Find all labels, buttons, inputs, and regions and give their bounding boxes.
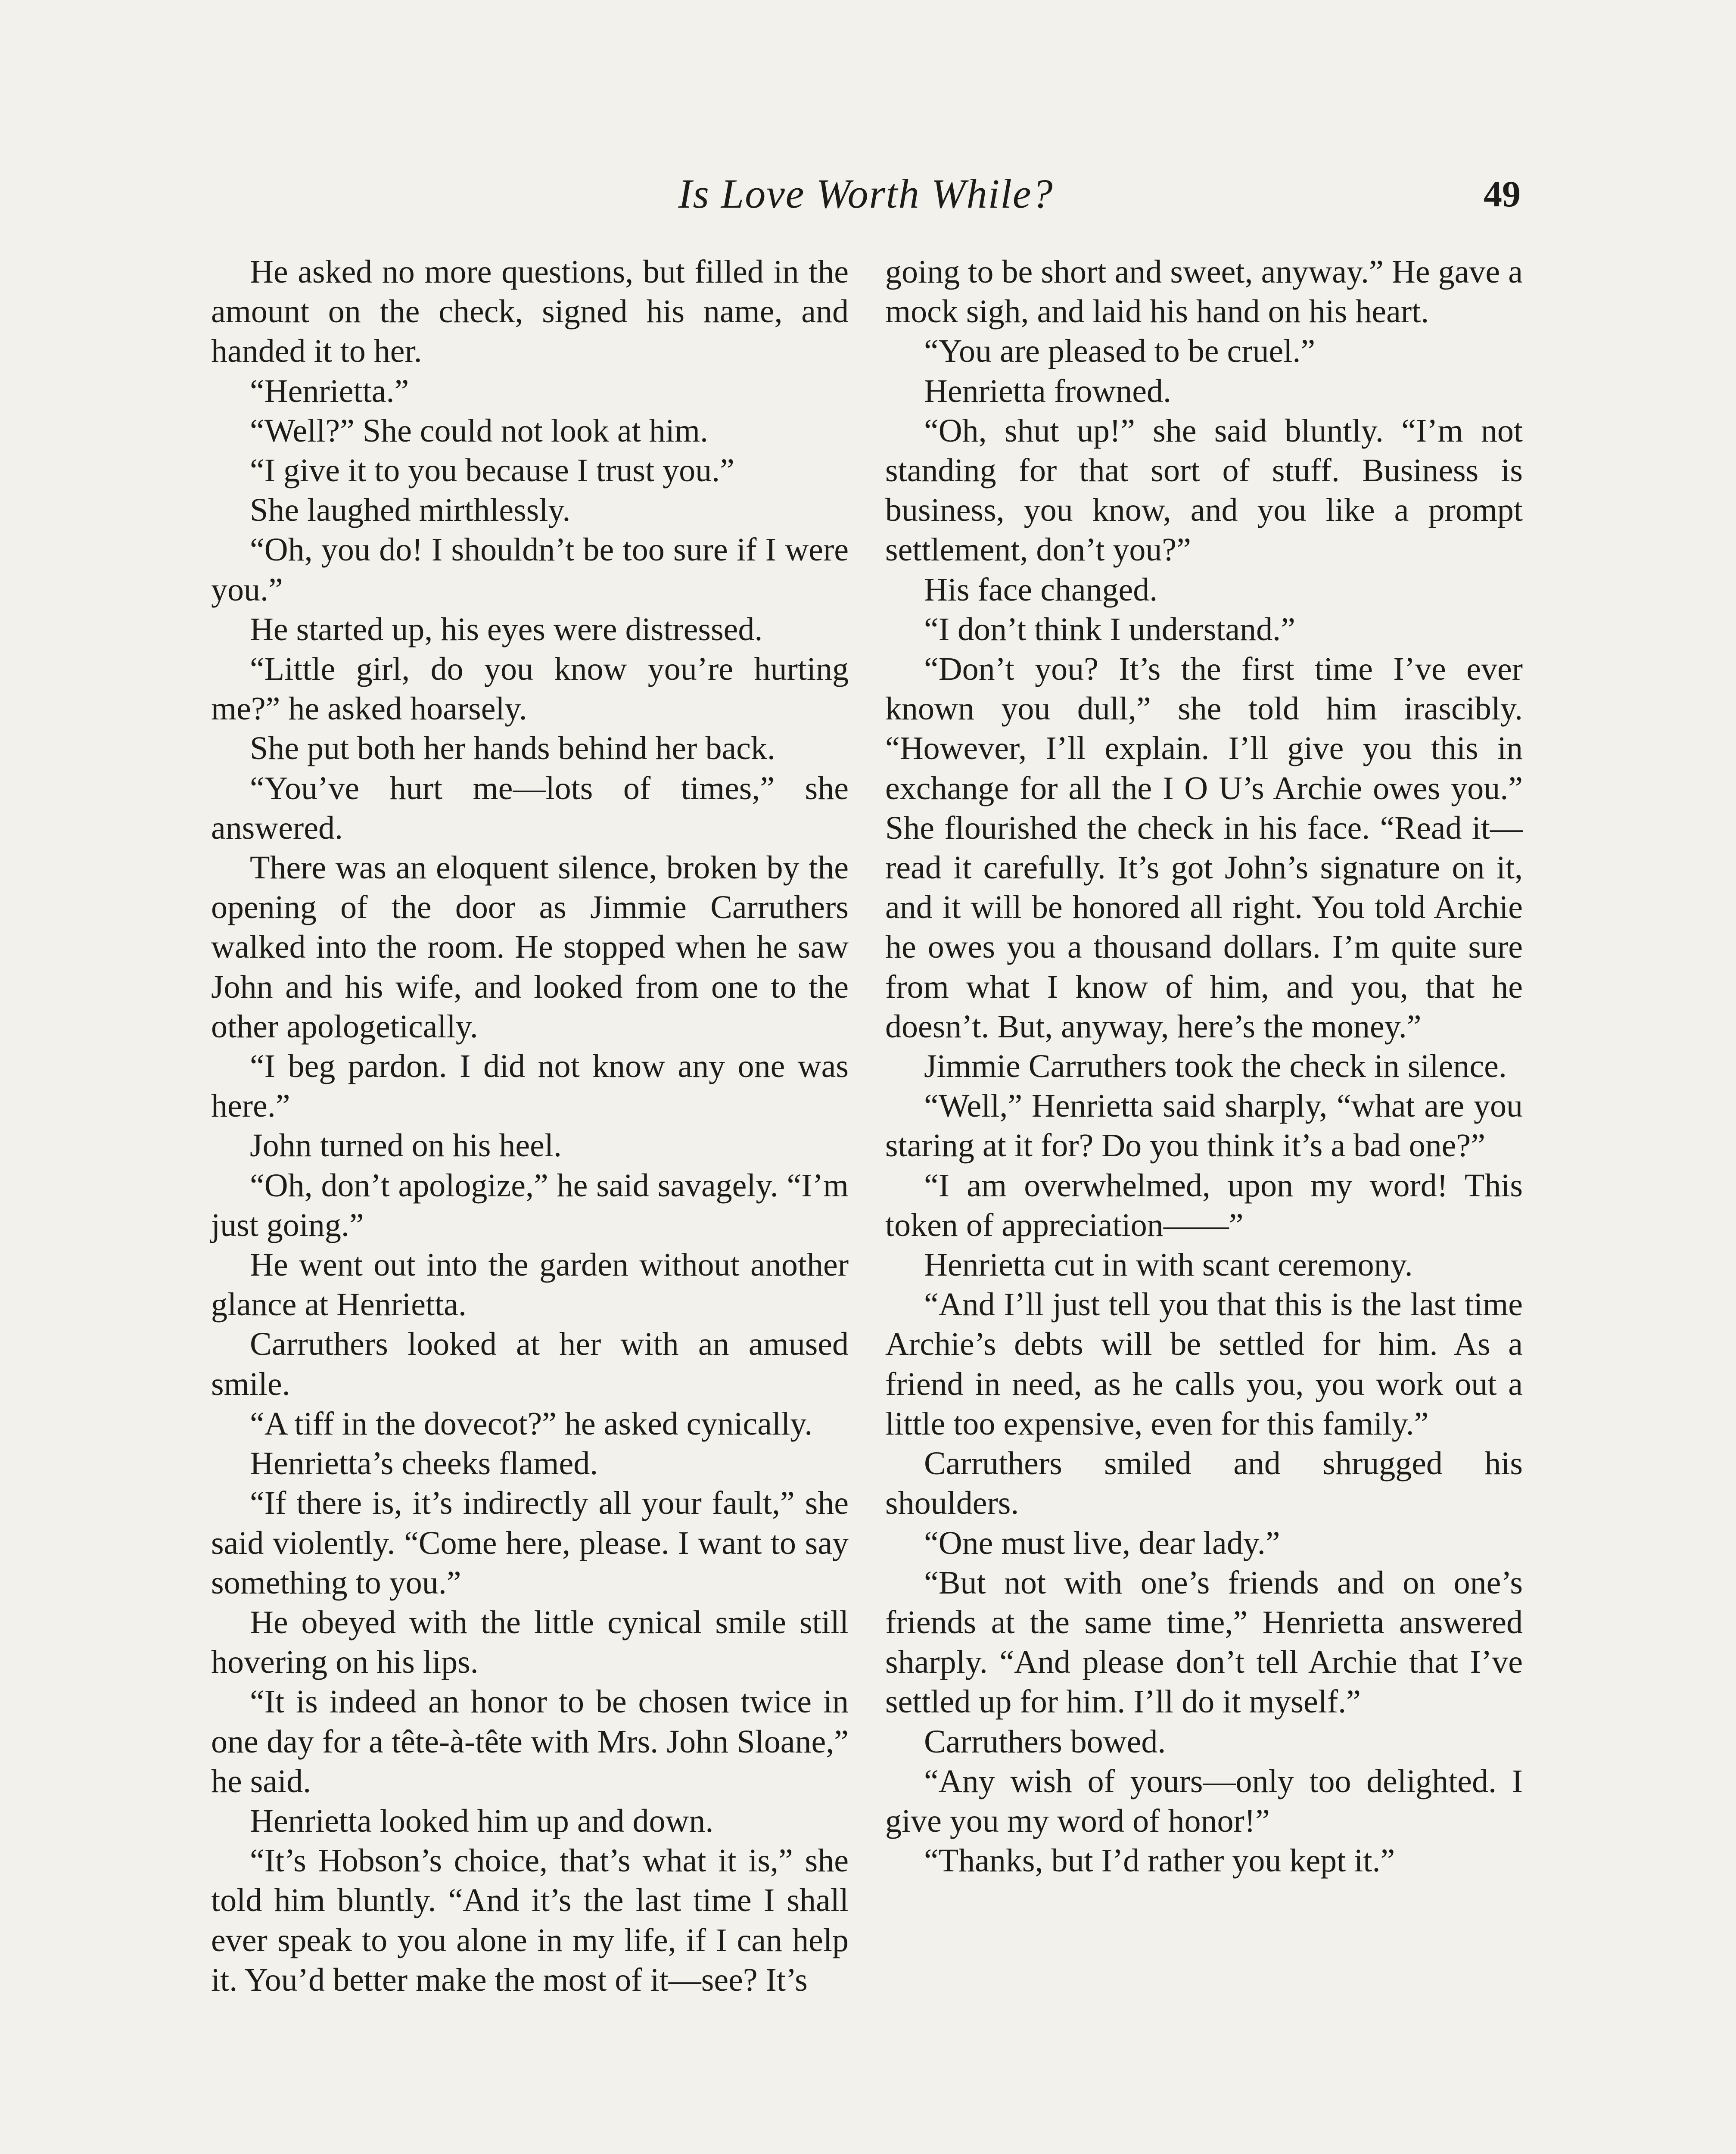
paragraph: John turned on his heel.: [250, 1127, 562, 1164]
paragraph: “Well,” Henrietta said sharply, “what are you staring at it for? Do you think it’s a bad one?”: [885, 1088, 1523, 1164]
paragraph: His face changed.: [924, 571, 1158, 608]
paragraph-continuation: going to be short and sweet, anyway.” He gave a mock sigh, and laid his hand on his heart.: [885, 254, 1523, 330]
paragraph: Henrietta frowned.: [924, 373, 1171, 409]
paragraph: She laughed mirthlessly.: [250, 492, 571, 529]
paragraph: “It’s Hobson’s choice, that’s what it is,” she told him bluntly. “And it’s the last time I shall ever speak to you alone in my life, if I can help it. You’d better make the most of it—see? It’s: [211, 1843, 849, 1998]
paragraph: Henrietta’s cheeks flamed.: [250, 1445, 598, 1482]
paragraph: “I don’t think I understand.”: [924, 611, 1295, 647]
paragraph: “Oh, shut up!” she said bluntly. “I’m not standing for that sort of stuff. Business is business, you know, and you like a prompt settlement, don’t you?”: [885, 412, 1523, 568]
paragraph: Henrietta cut in with scant ceremony.: [924, 1247, 1413, 1283]
paragraph: “It is indeed an honor to be chosen twice in one day for a tête-à-tête with Mrs. John Sloane,” he said.: [211, 1684, 849, 1799]
paragraph: “You’ve hurt me—lots of times,” she answered.: [211, 770, 849, 846]
paragraph: “I am overwhelmed, upon my word! This token of appreciation——”: [885, 1167, 1523, 1243]
paragraph: “But not with one’s friends and on one’s friends at the same time,” Henrietta answered sharply. “And please don’t tell Archie that I’ve settled up for him. I’ll do it myself.”: [885, 1564, 1523, 1720]
paragraph: She put both her hands behind her back.: [250, 730, 775, 767]
paragraph: “I give it to you because I trust you.”: [250, 452, 734, 489]
paragraph: Carruthers looked at her with an amused smile.: [211, 1326, 849, 1402]
paragraph: “Any wish of yours—only too delighted. I give you my word of honor!”: [885, 1763, 1523, 1839]
page-number: 49: [1484, 173, 1521, 215]
running-head: [211, 159, 1521, 228]
paragraph: “I beg pardon. I did not know any one was here.”: [211, 1048, 849, 1124]
paragraph: He obeyed with the little cynical smile still hovering on his lips.: [211, 1604, 849, 1681]
paragraph: “And I’ll just tell you that this is the last time Archie’s debts will be settled for him. As a friend in need, as he calls you, you work out a little too expensive, even for this family.”: [885, 1286, 1523, 1442]
paragraph: “If there is, it’s indirectly all your fault,” she said violently. “Come here, please. I want to say something to you.”: [211, 1485, 849, 1601]
running-title: Is Love Worth While?: [678, 171, 1054, 217]
paragraph: “Henrietta.”: [250, 373, 409, 409]
paragraph: Jimmie Carruthers took the check in silence.: [924, 1048, 1507, 1085]
paragraph: Carruthers bowed.: [924, 1723, 1166, 1760]
paragraph: “Don’t you? It’s the first time I’ve ever known you dull,” she told him irascibly. “However, I’ll explain. I’ll give you this in exchange for all the I O U’s Archie owes you.” She flourished the check in his face. “Read it—read it carefully. It’s got John’s signature on it, and it will be honored all right. You told Archie he owes you a thousand dollars. I’m quite sure from what I know of him, and you, that he doesn’t. But, anyway, here’s the money.”: [885, 651, 1523, 1045]
paragraph: “Little girl, do you know you’re hurting me?” he asked hoarsely.: [211, 651, 849, 727]
paragraph: “Oh, you do! I shouldn’t be too sure if I were you.”: [211, 532, 849, 608]
paragraph: “Thanks, but I’d rather you kept it.”: [924, 1843, 1395, 1879]
paragraph: “You are pleased to be cruel.”: [924, 333, 1316, 370]
paragraph: “Well?” She could not look at him.: [250, 412, 708, 449]
right-column: [885, 252, 1523, 1880]
paragraph: There was an eloquent silence, broken by the opening of the door as Jimmie Carruthers walked into the room. He stopped when he saw John and his wife, and looked from one to the other apologetically.: [211, 850, 849, 1045]
paragraph: He went out into the garden without another glance at Henrietta.: [211, 1247, 849, 1323]
paragraph: “Oh, don’t apologize,” he said savagely. “I’m just going.”: [211, 1167, 849, 1243]
paragraph: Carruthers smiled and shrugged his shoulders.: [885, 1445, 1523, 1522]
paragraph: He started up, his eyes were distressed.: [250, 611, 763, 647]
paragraph: He asked no more questions, but filled in the amount on the check, signed his name, and handed it to her.: [211, 254, 849, 370]
left-column: [211, 252, 849, 2000]
paragraph: Henrietta looked him up and down.: [250, 1802, 714, 1839]
paragraph: “One must live, dear lady.”: [924, 1525, 1280, 1561]
paragraph: “A tiff in the dovecot?” he asked cynically.: [250, 1405, 813, 1442]
